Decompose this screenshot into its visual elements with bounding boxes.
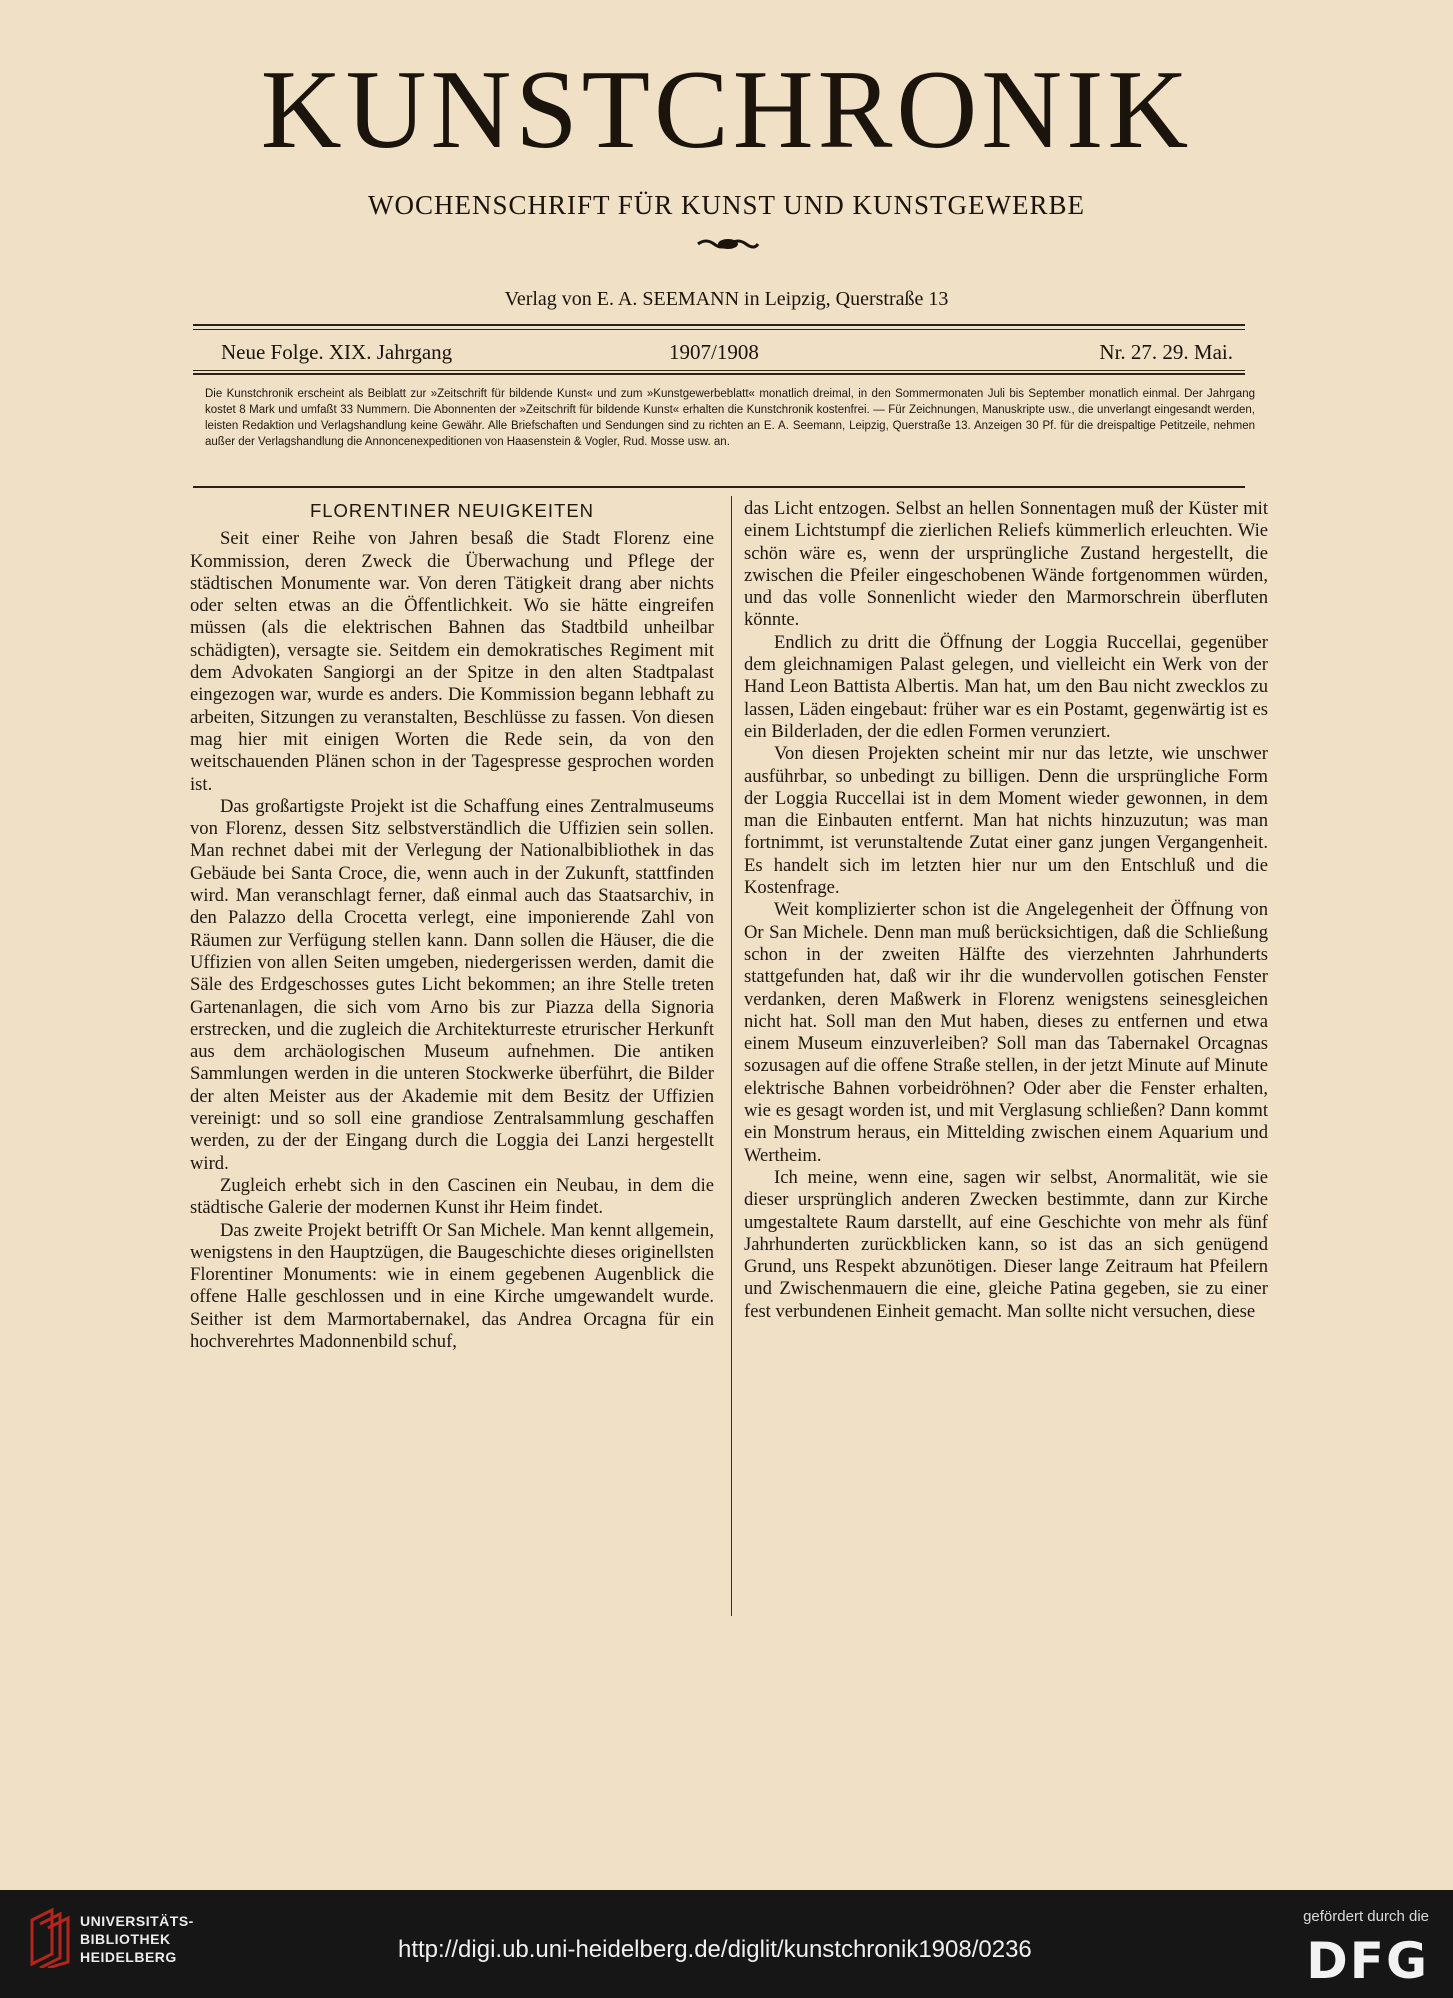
paragraph: Weit komplizierter schon ist die Angelegenheit der Öffnung von Or San Michele. Denn man muß berücksichtigen, daß die Schließung schon in der zweiten Hälfte des vierzehnten Jahrhunderts stattgefunden hat, daß wir ihr die wundervollen gotischen Fenster verdanken, deren Maßwerk in Florenz wenigstens seinesgleichen nicht hat. Soll man den Mut haben, dieses zu entfernen und etwa einem Museum einzuverleiben? Soll man das Tabernakel Orcagnas sozusagen auf die offene Straße stellen, in der jetzt Minute auf Minute elektrische Bahnen vorbeidröhnen? Oder aber die Fenster erhalten, wie es gesagt worden ist, und mit Verglasung schließen? Dann kommt ein Monstrum heraus, ein Mittelding zwischen einem Aquarium und Wertheim. xyxy=(744,899,1268,1166)
publisher-line: Verlag von E. A. SEEMANN in Leipzig, Querstraße 13 xyxy=(504,288,949,310)
dfg-logo[interactable]: DFG xyxy=(1306,1932,1429,1990)
issue-series: Neue Folge. XIX. Jahrgang xyxy=(221,340,453,364)
header-rule-top xyxy=(193,324,1245,326)
masthead-subtitle: WOCHENSCHRIFT FÜR KUNST UND KUNSTGEWERBE xyxy=(367,190,1086,220)
issue-number-date: Nr. 27. 29. Mai. xyxy=(1099,340,1233,364)
subscription-notice: Die Kunstchronik erscheint als Beiblatt zur »Zeitschrift für bildende Kunst« und zum »Kunstgewerbeblatt« monatlich dreimal, in den Sommermonaten Juli bis September monatlich einmal. Der Jahrgang kostet 8 Mark und umfaßt 33 Nummern. Die Abonnenten der »Zeitschrift für bildende Kunst« erhalten die Kunstchronik kostenfrei. — Für Zeichnungen, Manuskripte usw., die unverlangt eingesandt werden, leisten Redaktion und Verlagshandlung keine Gewähr. Alle Briefschaften und Sendungen sind zu richten an E. A. Seemann, Leipzig, Querstraße 13. Anzeigen 30 Pf. für die dreispaltige Petitzeile, nehmen außer der Verlagshandlung die Annoncenexpeditionen von Haasenstein & Vogler, Rud. Mosse usw. an. xyxy=(205,388,1255,448)
header-rule-bottom-thin xyxy=(193,370,1245,371)
article-column-left xyxy=(190,498,714,1353)
paragraph: das Licht entzogen. Selbst an hellen Sonnentagen muß der Küster mit einem Lichtstumpf die zierlichen Reliefs kümmerlich erleuchten. Wie schön wäre es, wenn der ursprüngliche Zustand hergestellt, die zwischen die Pfeiler eingeschobenen Wände fortgenommen würden, und das volle Sonnenlicht wieder den Marmorschrein überfluten könnte. xyxy=(744,498,1268,631)
notice-rule xyxy=(193,486,1245,488)
library-name-line: UNIVERSITÄTS- xyxy=(80,1913,194,1929)
header-rule-bottom xyxy=(193,373,1245,375)
column-divider xyxy=(731,496,732,1616)
library-name[interactable] xyxy=(80,1912,194,1966)
article-column-right xyxy=(744,498,1268,1323)
paragraph: Zugleich erhebt sich in den Cascinen ein Neubau, in dem die städtische Galerie der modernen Kunst ihr Heim findet. xyxy=(190,1174,714,1219)
paragraph: Von diesen Projekten scheint mir nur das letzte, wie unschwer ausführbar, so unbedingt zu billigen. Denn die ursprüngliche Form der Loggia Ruccellai ist in dem Moment wieder gewonnen, in dem man die Einbauten entfernt. Man hat nichts hinzuzutun; was man fortnimmt, ist verunstaltende Zutat einer ganz jungen Vergangenheit. Es handelt sich im letzten hier nur um den Entschluß und die Kostenfrage. xyxy=(744,743,1268,899)
paragraph: Seit einer Reihe von Jahren besaß die Stadt Florenz eine Kommission, deren Zweck die Überwachung und Pflege der städtischen Monumente war. Von deren Tätigkeit drang aber nichts oder selten etwas an die Öffentlichkeit. Wo sie hätte eingreifen müssen (als die elektrischen Bahnen das Stadtbild unheilbar schädigten), versagte sie. Seitdem ein demokratisches Regiment mit dem Advokaten Sangiorgi an der Spitze in den alten Stadtpalast eingezogen war, wurde es anders. Die Kommission begann lebhaft zu arbeiten, Sitzungen zu veranstalten, Beschlüsse zu fassen. Von diesen mag hier mit einigen Worten die Rede sein, da von den weitschauenden Plänen schon in der Tagespresse gesprochen worden ist. xyxy=(190,528,714,795)
issue-year: 1907/1908 xyxy=(669,340,759,364)
paragraph: Das großartigste Projekt ist die Schaffung eines Zentralmuseums von Florenz, dessen Sitz selbstverständlich die Uffizien sein sollen. Man rechnet dabei mit der Verlegung der Nationalbibliothek in das Gebäude bei Santa Croce, die, wenn auch in der Zukunft, stattfinden wird. Man veranschlagt ferner, daß einmal auch das Staatsarchiv, in den Palazzo della Crocetta verlegt, eine imponierende Zahl von Räumen zur Verfügung stellen kann. Dann sollen die Häuser, die die Uffizien von allen Seiten umgeben, niedergerissen werden, damit die Säle des Erdgeschosses gutes Licht bekommen; an ihre Stelle treten Gartenanlagen, die sich vom Arno bis zur Piazza della Signoria erstrecken, und die zugleich die Architekturreste etrurischer Herkunft aus dem archäologischen Museum aufnehmen. Die antiken Sammlungen werden in die unteren Stockwerke überführt, die Bilder der alten Meister aus der Akademie mit dem Besitz der Uffizien vereinigt: und so soll eine grandiose Zentralsammlung geschaffen werden, zu der der Eingang durch die Loggia dei Lanzi hergestellt wird. xyxy=(190,795,714,1174)
library-name-line: HEIDELBERG xyxy=(80,1949,177,1965)
funding-label: gefördert durch die xyxy=(1303,1908,1429,1925)
paragraph: Endlich zu dritt die Öffnung der Loggia Ruccellai, gegenüber dem gleichnamigen Palast gelegen, und vielleicht ein Werk von der Hand Leon Battista Albertis. Man hat, um den Bau nicht zwecklos zu lassen, Läden eingebaut: früher war es ein Postamt, gegenwärtig ist es ein Bilderladen, der die edlen Formen verunziert. xyxy=(744,631,1268,742)
library-name-line: BIBLIOTHEK xyxy=(80,1931,171,1947)
masthead-title: KUNSTCHRONIK xyxy=(260,48,1193,172)
article-title: FLORENTINER NEUIGKEITEN xyxy=(309,500,595,521)
header-rule-top-thin xyxy=(193,329,1245,330)
paragraph: Das zweite Projekt betrifft Or San Michele. Man kennt allgemein, wenigstens in den Hauptzügen, die Baugeschichte dieses originellsten Florentiner Monuments: wie in einem gegebenen Augenblick die offene Halle geschlossen und in eine Kirche umgewandelt wurde. Seither ist dem Marmortabernakel, das Andrea Orcagna für ein hochverehrtes Madonnenbild schuf, xyxy=(190,1219,714,1352)
paragraph: Ich meine, wenn eine, sagen wir selbst, Anormalität, wie sie dieser ursprünglich anderen Zwecken bestimmte, dann zur Kirche umgestaltete Raum darstellt, auf eine Geschichte von mehr als fünf Jahrhunderten zurückblicken kann, so ist das an sich genügend Grund, uns Respekt abzunötigen. Dieser lange Zeitraum hat Pfeilern und Zwischenmauern die eine, gleiche Patina gegeben, sie zu einer fest verbundenen Einheit gemacht. Man sollte nicht versuchen, diese xyxy=(744,1166,1268,1322)
heidelberg-library-logo-icon[interactable] xyxy=(28,1906,70,1968)
permalink-url[interactable]: http://digi.ub.uni-heidelberg.de/diglit/kunstchronik1908/0236 xyxy=(398,1936,1032,1963)
digitization-footer xyxy=(0,1890,1453,1998)
title-ornament-icon xyxy=(696,236,760,252)
issue-line xyxy=(193,338,1245,366)
